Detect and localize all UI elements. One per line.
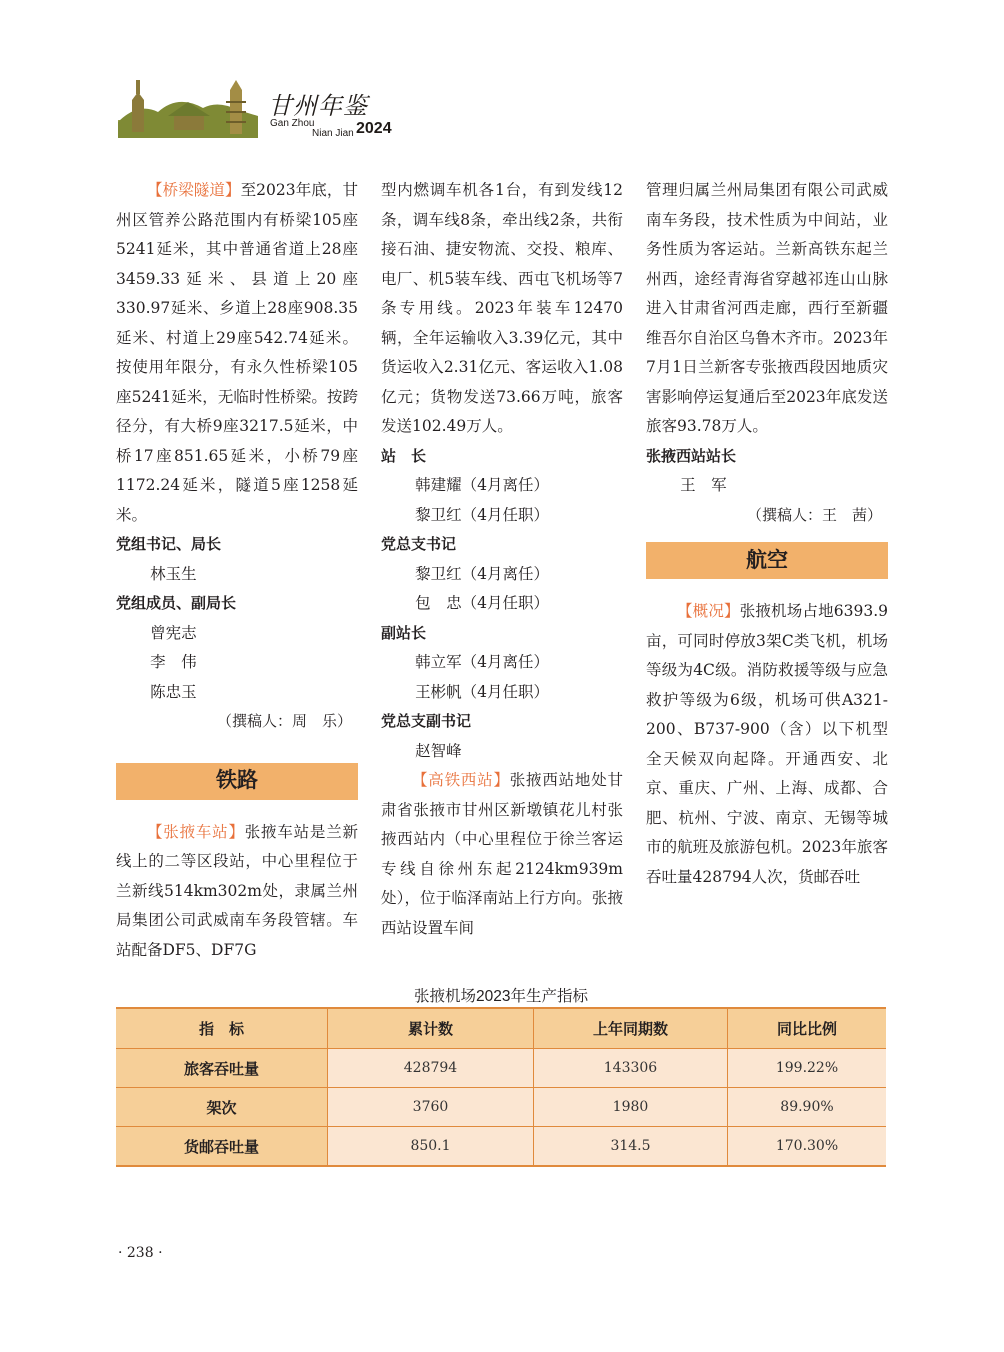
role-heading: 张掖西站站长	[646, 446, 737, 465]
table-row	[116, 1049, 886, 1088]
table-title: 张掖机场2023年生产指标	[414, 988, 588, 1005]
hsr-text: 张掖西站地处甘肃省张掖市甘州区新墩镇花儿村张掖西站内（中心里程位于徐兰客运专线自徐州东起2124km939m处），位于临泽南站上行方向。张掖西站设置车间	[381, 771, 623, 937]
person-name: 韩立军（4月离任）	[415, 653, 549, 671]
column-header: 上年同期数	[534, 1008, 728, 1049]
row-header: 旅客吞吐量	[116, 1049, 328, 1088]
station-paragraph	[116, 818, 358, 966]
role-heading: 党总支副书记	[381, 712, 472, 730]
person-name: 李 伟	[150, 653, 197, 671]
column-header: 指 标	[116, 1008, 328, 1049]
page-number: · 238 ·	[118, 1245, 163, 1261]
overview-tag: 【概况】	[677, 602, 740, 620]
column-header: 同比比例	[728, 1008, 887, 1049]
hsr-continued-paragraph: 管理归属兰州局集团有限公司武威南车务段，技术性质为中间站，业务性质为客运站。兰新高铁东起兰州西，途经青海省穿越祁连山山脉进入甘肃省河西走廊，西行至新疆维吾尔自治区乌鲁木齐市。2023年7月1日兰新客专张掖西段因地质灾害影响停运复通后至2023年底发送旅客93.78万人。	[646, 181, 888, 435]
hsr-paragraph	[381, 766, 623, 943]
bridge-tag: 【桥梁隧道】	[147, 181, 241, 199]
person-name: 陈忠玉	[150, 682, 197, 701]
role-heading: 副站长	[381, 623, 427, 642]
station-continued-paragraph: 型内燃调车机各1台，有到发线12条，调车线8条，牵出线2条，共衔接石油、捷安物流、交投、粮库、电厂、机5装车线、西屯飞机场等7条专用线。2023年装车12470辆，全年运输收入3.39亿元，其中货运收入2.31亿元、客运收入1.08亿元；货物发送73.66万吨，旅客发送102.49万人。	[381, 181, 623, 435]
column-middle	[381, 176, 623, 943]
role-heading: 党组成员、副局长	[116, 594, 237, 612]
table-row	[116, 1127, 886, 1167]
person-name: 黎卫红（4月任职）	[415, 505, 549, 524]
column-right	[646, 176, 888, 892]
bridge-text: 至2023年底，甘州区管养公路范围内有桥梁105座5241延米，其中普通省道上28座3459.33延米、县道上20座330.97延米、乡道上28座908.35延米、村道上29座542.74延米。按使用年限分，有永久性桥梁105座5241延米，无临时性桥梁。按跨径分，有大桥9座3217.5延米，中桥17座851.65延米，小桥79座1172.24延米，隧道5座1258延米。	[116, 181, 358, 524]
station-text: 张掖车站是兰新线上的二等区段站，中心里程位于兰新线514km302m处，隶属兰州局集团公司武威南车务段管辖。车站配备DF5、DF7G	[116, 822, 358, 959]
overview-text: 张掖机场占地6393.9亩，可同时停放3架C类飞机，机场等级为4C级。消防救援等级与应急救护等级为6级，机场可供A321-200、B737-900（含）以下机型全天候双向起降。开通西安、北京、重庆、广州、上海、成都、合肥、杭州、宁波、南京、无锡等城市的航班及旅游包机。2023年旅客吞吐量428794人次，货邮吞吐	[646, 602, 888, 886]
column-left	[116, 176, 358, 965]
person-name: 王 军	[680, 476, 727, 494]
table-cell: 1980	[534, 1088, 728, 1127]
yearbook-year: 2024	[356, 120, 392, 137]
section-heading-railway: 铁路	[116, 763, 358, 800]
station-tag: 【张掖车站】	[147, 822, 245, 841]
airport-stats-table	[116, 1007, 886, 1167]
role-heading: 站 长	[381, 446, 427, 465]
table-cell: 3760	[328, 1088, 534, 1127]
section-heading-aviation: 航空	[646, 542, 888, 579]
role-heading: 党组书记、局长	[116, 535, 222, 553]
person-name: 曾宪志	[150, 623, 197, 642]
yearbook-header	[118, 72, 418, 142]
overview-paragraph	[646, 597, 888, 892]
table-cell: 143306	[534, 1049, 728, 1088]
pagoda-landscape-logo	[118, 72, 258, 140]
author-credit: （撰稿人：王 茜）	[746, 505, 882, 524]
table-cell: 428794	[328, 1049, 534, 1088]
hsr-tag: 【高铁西站】	[412, 771, 510, 789]
person-name: 赵智峰	[415, 741, 462, 760]
title-pinyin-nianjian: Nian Jian	[312, 128, 354, 139]
table-cell: 850.1	[328, 1127, 534, 1167]
title-pinyin-ganzhou: Gan Zhou	[270, 118, 315, 129]
row-header: 架次	[116, 1088, 328, 1127]
person-name: 林玉生	[150, 564, 197, 583]
table-cell: 170.30%	[728, 1127, 887, 1167]
table-cell: 314.5	[534, 1127, 728, 1167]
table-row	[116, 1088, 886, 1127]
person-name: 王彬帆（4月任职）	[415, 682, 549, 701]
person-name: 韩建耀（4月离任）	[415, 476, 549, 494]
role-heading: 党总支书记	[381, 535, 457, 553]
person-name: 黎卫红（4月离任）	[415, 564, 549, 583]
person-name: 包 忠（4月任职）	[415, 594, 549, 612]
bridge-paragraph	[116, 176, 358, 530]
column-header: 累计数	[328, 1008, 534, 1049]
table-cell: 89.90%	[728, 1088, 887, 1127]
yearbook-title: 甘州年鉴	[268, 92, 368, 120]
author-credit: （撰稿人：周 乐）	[216, 712, 352, 730]
table-header-row	[116, 1008, 886, 1049]
row-header: 货邮吞吐量	[116, 1127, 328, 1167]
table-cell: 199.22%	[728, 1049, 887, 1088]
